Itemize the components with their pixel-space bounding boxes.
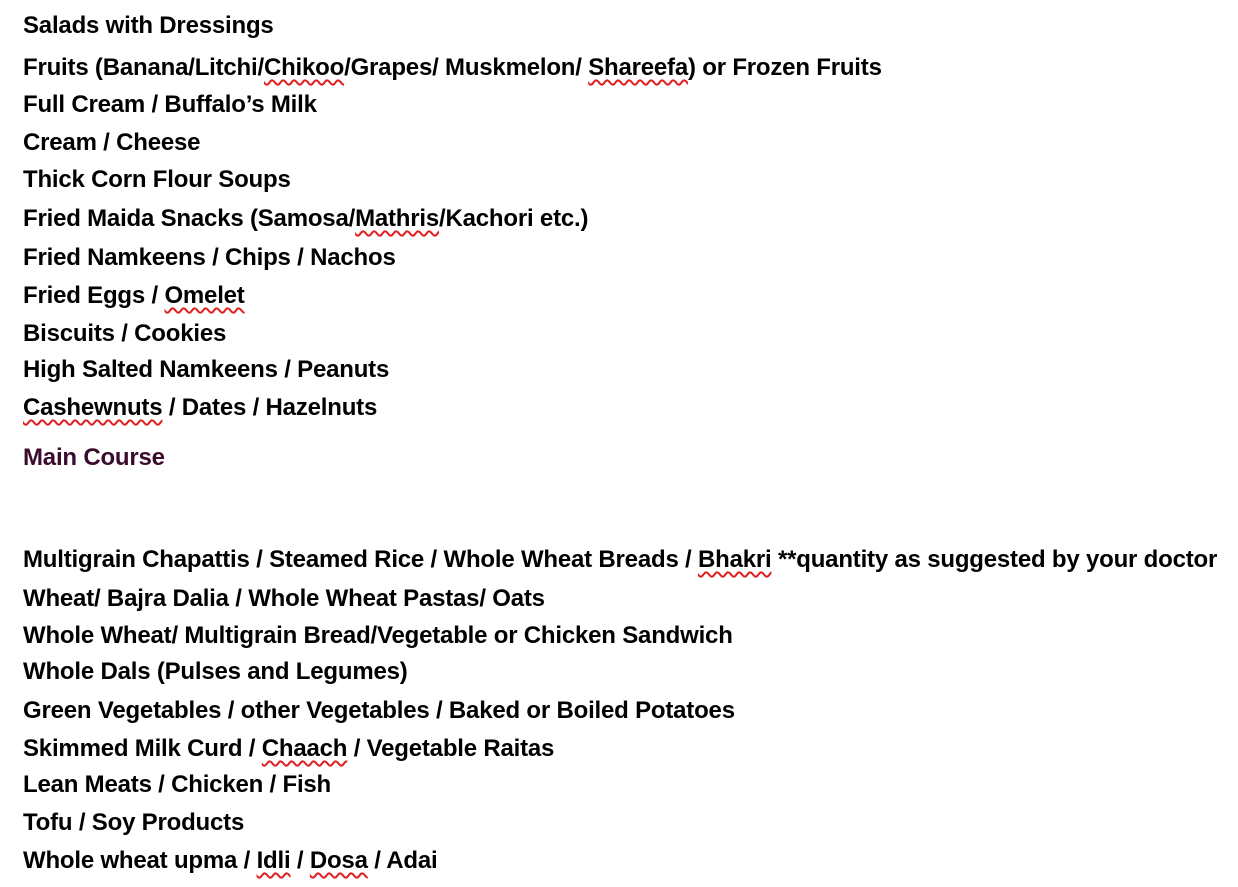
spellcheck-flagged-word: Idli <box>256 847 291 874</box>
list-item-text: Fried Namkeens / Chips / Nachos <box>23 244 396 271</box>
list-item-text: Skimmed Milk Curd / <box>23 735 262 762</box>
list-item <box>23 165 291 195</box>
spellcheck-flagged-word: Bhakri <box>698 546 772 573</box>
list-item-text: /Grapes/ Muskmelon/ <box>344 54 589 81</box>
spellcheck-flagged-word: Omelet <box>164 282 245 309</box>
document-page <box>23 0 1233 887</box>
list-item <box>23 846 437 876</box>
spellcheck-flagged-word: Shareefa <box>588 54 688 81</box>
list-item <box>23 393 377 423</box>
list-item-text: Thick Corn Flour Soups <box>23 166 291 193</box>
list-item <box>23 545 1217 575</box>
list-item <box>23 281 245 311</box>
list-item-text: /Kachori etc.) <box>439 205 589 232</box>
list-item-text: Tofu / Soy Products <box>23 809 245 836</box>
list-item-text: Fruits (Banana/Litchi/ <box>23 54 264 81</box>
list-item <box>23 53 882 83</box>
list-item <box>23 204 588 234</box>
spellcheck-flagged-word: Chaach <box>261 735 348 762</box>
list-item <box>23 584 545 614</box>
list-item-text: **quantity as suggested by your doctor <box>771 546 1218 573</box>
list-item-text: Full Cream / Buffalo’s Milk <box>23 91 317 118</box>
list-item-text: Multigrain Chapattis / Steamed Rice / Whole Wheat Breads / <box>23 546 698 573</box>
list-item <box>23 128 200 158</box>
list-item <box>23 696 735 726</box>
list-item-text: ) or Frozen Fruits <box>687 54 882 81</box>
list-item-text: Whole Wheat/ Multigrain Bread/Vegetable or Chicken Sandwich <box>23 622 733 649</box>
list-item-text: Whole Dals (Pulses and Legumes) <box>23 658 408 685</box>
list-item-text: Biscuits / Cookies <box>23 320 227 347</box>
list-item <box>23 319 226 349</box>
list-item-text: Lean Meats / Chicken / Fish <box>23 771 332 798</box>
spellcheck-flagged-word: Cashewnuts <box>23 394 163 421</box>
list-item-text: / Dates / Hazelnuts <box>162 394 378 421</box>
list-item <box>23 808 244 838</box>
list-item-text: High Salted Namkeens / Peanuts <box>23 356 390 383</box>
list-item <box>23 243 396 273</box>
list-item <box>23 621 733 651</box>
list-item-text: Green Vegetables / other Vegetables / Baked or Boiled Potatoes <box>23 697 735 724</box>
list-item <box>23 770 331 800</box>
list-item-text: / Vegetable Raitas <box>347 735 555 762</box>
list-item-text: / <box>290 847 310 874</box>
list-item-text: Wheat/ Bajra Dalia / Whole Wheat Pastas/ Oats <box>23 585 545 612</box>
list-item <box>23 355 389 385</box>
list-item-text: Fried Eggs / <box>23 282 165 309</box>
spellcheck-flagged-word: Dosa <box>309 847 368 874</box>
spellcheck-flagged-word: Mathris <box>355 205 440 232</box>
list-item <box>23 11 274 41</box>
section-heading-main-course: Main Course <box>23 444 165 471</box>
list-item <box>23 657 408 687</box>
list-item <box>23 90 317 120</box>
list-item-text: Whole wheat upma / <box>23 847 257 874</box>
list-item-text: / Adai <box>367 847 438 874</box>
spellcheck-flagged-word: Chikoo <box>263 54 345 81</box>
list-item-text: Cream / Cheese <box>23 129 201 156</box>
list-item <box>23 734 554 764</box>
list-item-text: Salads with Dressings <box>23 12 274 39</box>
list-item-text: Fried Maida Snacks (Samosa/ <box>23 205 356 232</box>
